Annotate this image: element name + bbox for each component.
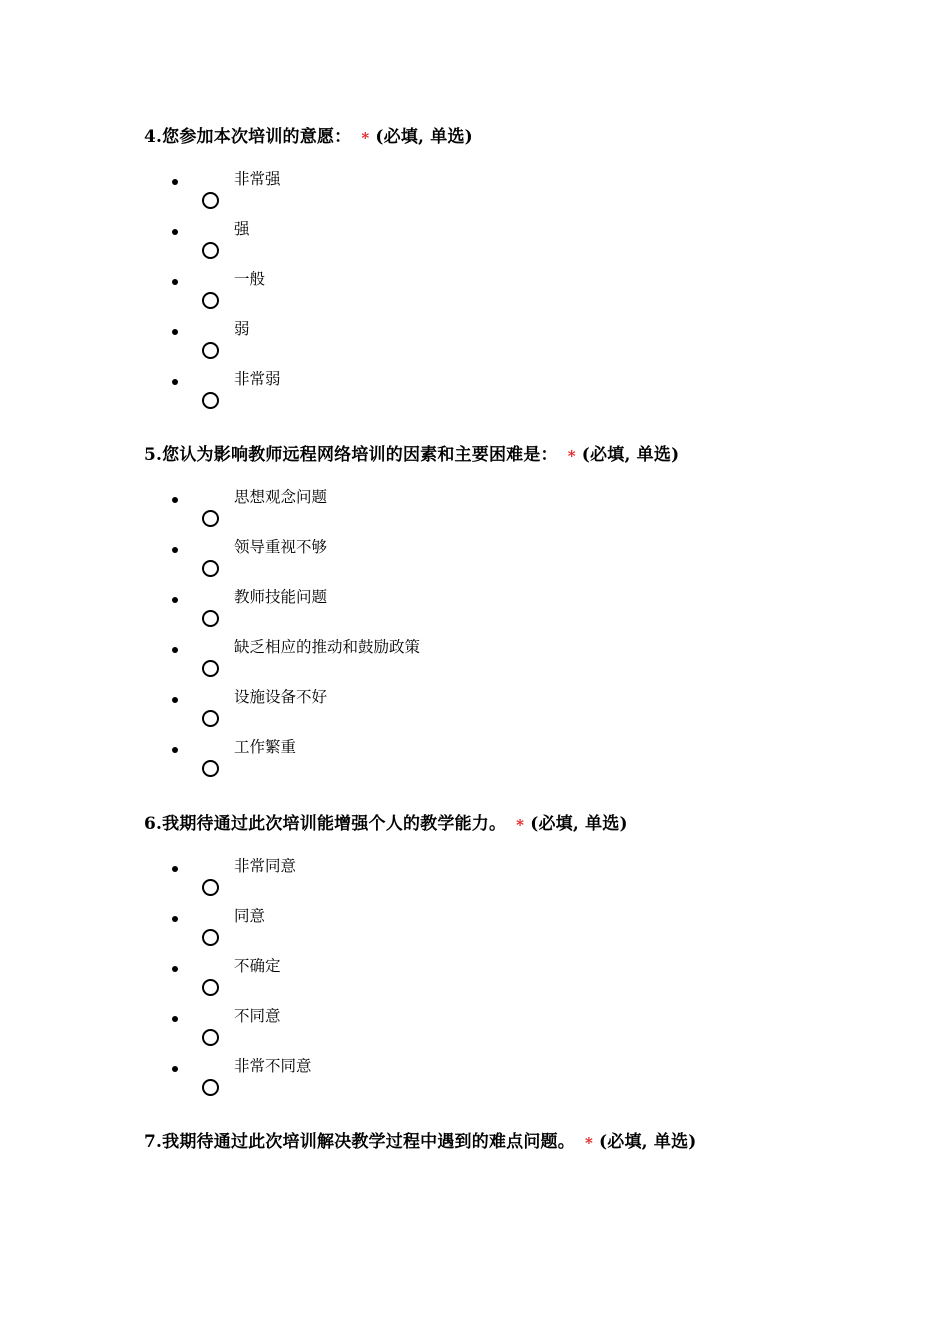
bullet-icon xyxy=(172,547,178,553)
required-star-icon: * xyxy=(516,816,525,834)
radio-button[interactable] xyxy=(202,510,219,527)
question-text: 6.我期待通过此次培训能增强个人的教学能力。 xyxy=(144,814,507,834)
question-6 xyxy=(144,812,924,1116)
bullet-icon xyxy=(172,697,178,703)
question-title xyxy=(144,125,924,149)
bullet-icon xyxy=(172,1016,178,1022)
bullet-icon xyxy=(172,866,178,872)
option-label: 非常弱 xyxy=(234,370,281,388)
radio-button[interactable] xyxy=(202,342,219,359)
required-star-icon: * xyxy=(567,447,576,465)
radio-button[interactable] xyxy=(202,710,219,727)
question-4 xyxy=(144,125,924,429)
option-label: 教师技能问题 xyxy=(234,588,328,606)
question-hint: (必填, 单选) xyxy=(375,127,473,147)
radio-button[interactable] xyxy=(202,879,219,896)
radio-button[interactable] xyxy=(202,610,219,627)
option-item[interactable] xyxy=(144,1057,924,1116)
option-item[interactable] xyxy=(144,270,924,329)
option-label: 弱 xyxy=(234,320,250,338)
bullet-icon xyxy=(172,966,178,972)
radio-button[interactable] xyxy=(202,760,219,777)
question-title xyxy=(144,443,924,467)
radio-button[interactable] xyxy=(202,1079,219,1096)
bullet-icon xyxy=(172,279,178,285)
option-list xyxy=(144,857,924,1116)
option-label: 不同意 xyxy=(234,1007,281,1025)
radio-button[interactable] xyxy=(202,660,219,677)
question-text: 7.我期待通过此次培训解决教学过程中遇到的难点问题。 xyxy=(144,1132,575,1152)
bullet-icon xyxy=(172,379,178,385)
question-hint: (必填, 单选) xyxy=(581,445,680,465)
option-item[interactable] xyxy=(144,170,924,229)
radio-button[interactable] xyxy=(202,242,219,259)
radio-button[interactable] xyxy=(202,929,219,946)
question-hint: (必填, 单选) xyxy=(599,1132,697,1152)
radio-button[interactable] xyxy=(202,292,219,309)
bullet-icon xyxy=(172,916,178,922)
option-label: 强 xyxy=(234,220,250,238)
radio-button[interactable] xyxy=(202,979,219,996)
bullet-icon xyxy=(172,329,178,335)
question-title xyxy=(144,1130,924,1154)
required-star-icon: * xyxy=(361,129,370,147)
question-hint: (必填, 单选) xyxy=(530,814,628,834)
bullet-icon xyxy=(172,179,178,185)
radio-button[interactable] xyxy=(202,1029,219,1046)
bullet-icon xyxy=(172,747,178,753)
bullet-icon xyxy=(172,229,178,235)
option-item[interactable] xyxy=(144,370,924,429)
bullet-icon xyxy=(172,647,178,653)
bullet-icon xyxy=(172,1066,178,1072)
required-star-icon: * xyxy=(584,1134,593,1152)
option-label: 领导重视不够 xyxy=(234,538,328,556)
bullet-icon xyxy=(172,597,178,603)
option-item[interactable] xyxy=(144,738,924,797)
option-label: 缺乏相应的推动和鼓励政策 xyxy=(234,638,421,656)
option-label: 非常同意 xyxy=(234,857,297,875)
question-title xyxy=(144,812,924,836)
question-text: 5.您认为影响教师远程网络培训的因素和主要困难是： xyxy=(144,445,558,465)
bullet-icon xyxy=(172,497,178,503)
radio-button[interactable] xyxy=(202,392,219,409)
radio-button[interactable] xyxy=(202,560,219,577)
option-label: 一般 xyxy=(234,270,266,288)
option-label: 工作繁重 xyxy=(234,738,297,756)
option-label: 非常强 xyxy=(234,170,281,188)
question-5 xyxy=(144,443,924,797)
option-label: 思想观念问题 xyxy=(234,488,328,506)
option-list xyxy=(144,170,924,429)
option-label: 非常不同意 xyxy=(234,1057,312,1075)
option-list xyxy=(144,488,924,797)
option-label: 设施设备不好 xyxy=(234,688,328,706)
question-7 xyxy=(144,1130,924,1154)
option-label: 同意 xyxy=(234,907,266,925)
option-label: 不确定 xyxy=(234,957,281,975)
question-text: 4.您参加本次培训的意愿： xyxy=(144,127,352,147)
radio-button[interactable] xyxy=(202,192,219,209)
